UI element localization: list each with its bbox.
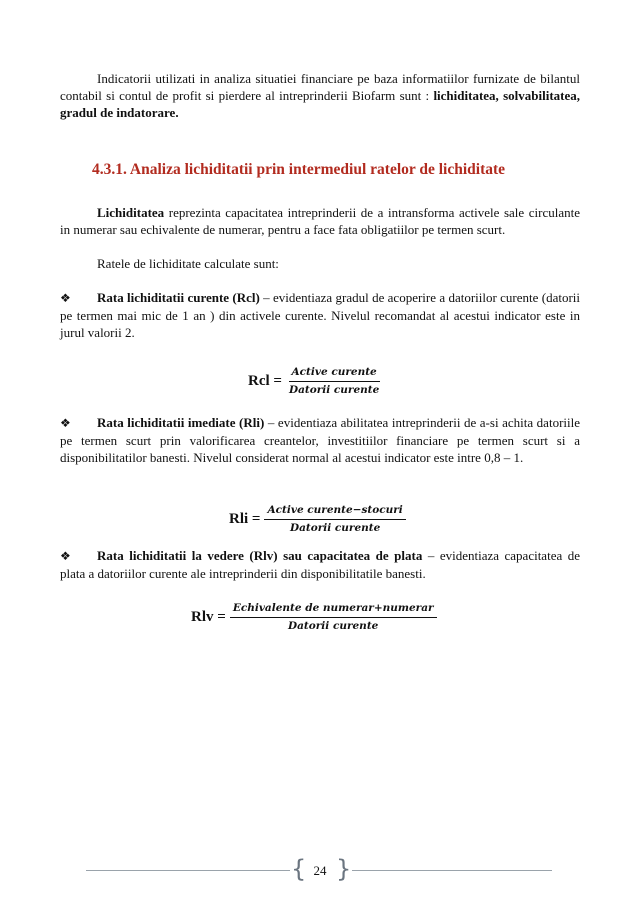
diamond-bullet-icon: ❖ [60,416,71,430]
formula-rli-lhs: Rli = [229,511,261,527]
formula-rlv [191,602,437,633]
bullet-rli-text: – evidentiaza abilitatea intreprinderii de a-si achita datoriile pe termen scurt prin valorificarea creantelor, investitiilor financiare pe termen scurt si a disponibilitatilor banesti. Nivelul considerat normal al acestui indicator este intre 0,8 – 1. [60,415,580,465]
definition-text: reprezinta capacitatea intreprinderii de a intransforma activele sale circulante in numerar sau echivalente de numerar, pentru a face fata obligatiilor pe termen scurt. [60,205,580,237]
formula-rlv-fraction [230,602,437,633]
formula-rcl [248,366,382,397]
diamond-bullet-icon: ❖ [60,291,71,305]
footer-right-brace: } [336,855,352,883]
diamond-bullet-icon: ❖ [60,549,71,563]
bullet-rcl [60,289,580,341]
section-heading: 4.3.1. Analiza lichiditatii prin intermediul ratelor de lichiditate [92,161,506,178]
bullet-rlv-text: – evidentiaza capacitatea de plata a datoriilor curente ale intreprinderii din disponibilitatile banesti. [60,548,580,581]
page-number: 24 [313,863,327,878]
footer-left-brace: { [291,855,307,883]
formula-rli-denominator: Datorii curente [289,522,381,534]
intro-paragraph [60,70,580,121]
footer-rule-right [352,870,552,871]
formula-rlv-lhs: Rlv = [191,609,226,625]
formula-rli [229,504,406,535]
definition-term: Lichiditatea [97,205,165,220]
bullet-rcl-title: Rata lichiditatii curente (Rcl) [97,290,260,305]
formula-rcl-numerator: Active curente [289,366,380,382]
formula-rli-numerator: Active curente−stocuri [264,504,405,520]
bullet-rli-title: Rata lichiditatii imediate (Rli) [97,415,265,430]
rates-intro: Ratele de lichiditate calculate sunt: [97,256,279,271]
intro-text: Indicatorii utilizati in analiza situatiei financiare pe baza informatiilor furnizate de bilantul contabil si contul de profit si pierdere al intreprinderii Biofarm sunt : [60,71,580,103]
formula-rcl-fraction [286,366,382,397]
footer-rule-left [86,870,290,871]
formula-rcl-denominator: Datorii curente [288,384,380,396]
formula-rcl-lhs: Rcl = [248,373,282,389]
bullet-rlv [60,547,580,582]
bullet-rli [60,414,580,466]
formula-rlv-denominator: Datorii curente [288,620,379,632]
bullet-rcl-text: – evidentiaza gradul de acoperire a datoriilor curente (datorii pe termen mai mic de 1 an ) din activele curente. Nivelul recomandat al acestui indicator este in jurul valorii 2. [60,290,580,340]
intro-bold-text: lichiditatea, solvabilitatea, gradul de indatorare. [60,88,580,120]
formula-rli-fraction [264,504,405,535]
definition-paragraph [60,204,580,238]
formula-rlv-numerator: Echivalente de numerar+numerar [230,602,437,618]
bullet-rlv-title: Rata lichiditatii la vedere (Rlv) sau capacitatea de plata [97,548,423,563]
